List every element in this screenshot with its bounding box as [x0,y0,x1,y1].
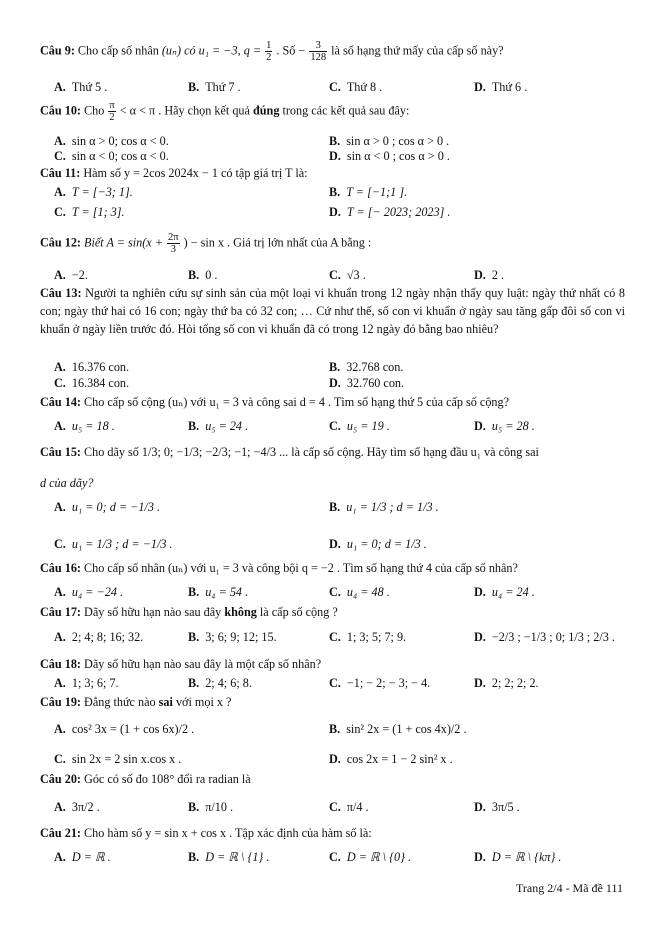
option-b: T = [−1;1 ]. [346,185,408,199]
sequence-symbol: (uₙ) [161,43,182,58]
question-text: Hàm số y = 2cos 2024x − 1 có tập giá trị T là: [83,166,308,180]
question-label: Câu 11: [40,166,81,180]
option-c: u₁ = 1/3 ; d = −1/3 . [71,537,173,551]
question-text: Góc có số đo 108° đổi ra radian là [84,772,251,786]
option-a: Thứ 5 . [71,80,108,94]
question-text: Cho cấp số nhân [77,43,159,58]
option-d: 2; 2; 2; 2. [491,676,539,690]
option-c: sin α < 0; cos α < 0. [71,149,169,163]
option-d: u₁ = 0; d = 1/3 . [346,537,427,551]
option-b: u₁ = 1/3 ; d = 1/3 . [346,500,439,514]
option-a: u₅ = 18 . [71,419,115,433]
option-c: u₄ = 48 . [346,585,390,599]
option-d: 3π/5 . [491,800,520,814]
option-a: cos² 3x = (1 + cos 6x)/2 . [71,722,195,736]
question-label: Câu 10: [40,103,81,118]
question-10 [40,100,625,123]
question-text: Người ta nghiên cứu sự sinh sản của một loại vi khuẩn trong 12 ngày nhận thấy quy luật: ngày thứ nhất có 8 con; ngày thứ hai có 16 con; ngày thứ ba có 32 con; … Cứ như thế, số con vi khuẩn ở ngày sau tăng gấp đôi số con vi khuẩn ở ngày liền trước đó. Hỏi tổng số con vi khuẩn đã có trong 12 ngày đó bằng bao nhiêu? [40,286,625,337]
question-label: Câu 21: [40,826,81,840]
question-21 [40,825,625,842]
option-a: u₁ = 0; d = −1/3 . [71,500,161,514]
option-d: cos 2x = 1 − 2 sin² x . [346,752,453,766]
option-c: 1; 3; 5; 7; 9. [346,630,407,644]
fraction: $\frac{2\pi}{3}$ [168,232,179,255]
question-19 [40,694,625,711]
question-18 [40,656,625,673]
question-17 [40,604,625,621]
option-a: u₄ = −24 . [71,585,124,599]
option-d: u₄ = 24 . [491,585,535,599]
question-16 [40,560,625,577]
option-a: sin α > 0; cos α < 0. [71,134,169,148]
question-12 [40,232,625,255]
option-c: u₅ = 19 . [346,419,390,433]
question-label: Câu 17: [40,605,81,619]
option-c: π/4 . [346,800,369,814]
page-footer: Trang 2/4 - Mã đề 111 [516,881,623,895]
question-text: là cấp số cộng. Hãy tìm số hạng đầu u₁ và công sai [291,445,539,459]
option-b: 3; 6; 9; 12; 15. [205,630,277,644]
question-text: Cho cấp số cộng (uₙ) với u₁ = 3 và công sai d = 4 . Tìm số hạng thứ 5 của cấp số cộng? [84,395,510,409]
option-d: 32.760 con. [346,376,405,390]
question-text: Dãy số hữu hạn nào sau đây là một cấp số nhân? [84,657,322,671]
question-text: có u₁ = −3, q = [184,43,262,58]
option-d: −2/3 ; −1/3 ; 0; 1/3 ; 2/3 . [491,630,615,644]
question-label: Câu 16: [40,561,81,575]
question-text: là cấp số cộng ? [259,605,338,619]
option-a: 16.376 con. [71,360,130,374]
emphasis: đúng [253,103,280,118]
option-d: u₅ = 28 . [491,419,535,433]
option-a: 2; 4; 8; 16; 32. [71,630,144,644]
option-a: −2. [71,268,88,282]
emphasis: không [224,605,257,619]
option-b: D = ℝ \ {1} . [205,850,270,864]
question-15 [40,444,625,492]
option-a: D = ℝ . [71,850,111,864]
emphasis: sai [158,695,173,709]
question-text: Đẳng thức nào [84,695,156,709]
option-b: u₅ = 24 . [205,419,249,433]
question-text: d của dãy? [40,476,94,490]
question-text: . Số − [276,43,306,58]
question-text: Cho dãy số [84,445,139,459]
question-text: Biết A = sin(x + [84,235,163,250]
option-c: T = [1; 3]. [71,205,125,219]
question-text: với mọi x ? [175,695,232,709]
option-b: 2; 4; 6; 8. [205,676,252,690]
option-d: sin α < 0 ; cos α > 0 . [346,149,450,163]
question-11 [40,165,625,182]
question-label: Câu 15: [40,445,81,459]
option-b: 0 . [205,268,218,282]
question-9 [40,40,625,63]
question-13 [40,284,625,339]
option-c: Thứ 8 . [346,80,383,94]
question-text: Cho cấp số nhân (uₙ) với u₁ = 3 và công bội q = −2 . Tìm số hạng thứ 4 của cấp số nhân? [84,561,518,575]
fraction: $\frac{1}{2}$ [266,40,272,63]
option-b: Thứ 7 . [205,80,241,94]
question-text: là số hạng thứ mấy của cấp số này? [331,43,504,58]
question-label: Câu 19: [40,695,81,709]
option-d: Thứ 6 . [491,80,528,94]
fraction: $\frac{3}{128}$ [310,40,327,63]
question-label: Câu 12: [40,235,81,250]
option-a: 3π/2 . [71,800,100,814]
question-label: Câu 13: [40,286,82,300]
question-label: Câu 14: [40,395,81,409]
question-text: trong các kết quả sau đây: [282,103,410,118]
option-c: 16.384 con. [71,376,130,390]
sequence-values: 1/3; 0; −1/3; −2/3; −1; −4/3 ... [141,445,289,459]
question-label: Câu 20: [40,772,81,786]
question-text: Cho hàm số y = sin x + cos x . Tập xác định của hàm số là: [84,826,372,840]
exam-page: Câu 9: Cho cấp số nhân (uₙ) có u₁ = −3, q = $\frac{1}{2}$ . Số − $\frac{3}{128}$ là số hạng thứ mấy của cấp số này? A. Thứ 5 . B. Thứ 7 . C. Thứ 8 . D. Thứ 6 . Câu 10: Cho $\frac{\pi}{2}$ < α < π . Hãy chọn kết quả đúng trong các kết quả sau đây: A. sin α > 0; cos α < 0. B. sin α > 0 ; cos α > 0 . C. sin α < 0; cos α < 0. D. sin α < 0 ; cos α > 0 . Câu 11: Hàm số y = 2cos 2024x − 1 có tập giá trị T là: A. T = [−3; 1]. B. T = [−1;1 ]. C. T = [1; 3]. D. T = [− 2023; 2023] . Câu 12: Biết A = sin(x + $\frac{2\pi}{3}$ ) − sin x . Giá trị lớn nhất của A bằng : A. −2. B. 0 . C. √3 . D. 2 . Câu 13: Người ta nghiên cứu sự sinh sản của một loại vi khuẩn trong 12 ngày nhận thấy quy luật: ngày thứ nhất có 8 con; ngày thứ hai có 16 con; ngày thứ ba có 32 con; … Cứ như thế, số con vi khuẩn ở ngày sau tăng gấp đôi số con vi khuẩn ở ngày liền trước đó. Hỏi tổng số con vi khuẩn đã có trong 12 ngày đó bằng bao nhiêu? A. 16.376 con. B. 32.768 con. C. 16.384 con. D. 32.760 con. Câu 14: Cho cấp số cộng (uₙ) với u₁ = 3 và công sai d = 4 . Tìm số hạng thứ 5 của cấp số cộng? A. u₅ = 18 . B. u₅ = 24 . C. u₅ = 19 . D. u₅ = 28 . Câu 15: Cho dãy số 1/3; 0; −1/3; −2/3; −1; −4/3 ... là cấp số cộng. Hãy tìm số hạng đầu u₁ và công sai d của dãy? A. u₁ = 0; d = −1/3 . B. u₁ = 1/3 ; d = 1/3 . C. u₁ = 1/3 ; d = −1/3 . D. u₁ = 0; d = 1/3 . Câu 16: Cho cấp số nhân (uₙ) với u₁ = 3 và công bội q = −2 . Tìm số hạng thứ 4 của cấp số nhân? A. u₄ = −24 . B. u₄ = 54 . C. u₄ = 48 . D. u₄ = 24 . Câu 17: Dãy số hữu hạn nào sau đây không là cấp số cộng ? A. 2; 4; 8; 16; 32. B. 3; 6; 9; 12; 15. C. 1; 3; 5; 7; 9. D. −2/3 ; −1/3 ; 0; 1/3 ; 2/3 . Câu 18: Dãy số hữu hạn nào sau đây là một cấp số nhân? A. 1; 3; 6; 7. B. 2; 4; 6; 8. C. −1; − 2; − 3; − 4. D. 2; 2; 2; 2. Câu 19: Đẳng thức nào sai với mọi x ? A. cos² 3x = (1 + cos 6x)/2 . B. sin² 2x = (1 + cos 4x)/2 . C. sin 2x = 2 sin x.cos x . D. cos 2x = 1 − 2 sin² x . Câu 20: Góc có số đo 108° đổi ra radian là A. 3π/2 . B. π/10 . C. π/4 . D. 3π/5 . Câu 21: Cho hàm số y = sin x + cos x . Tập xác định của hàm số là: A. D = ℝ . B. D = ℝ \ {1} . C. D = ℝ \ {0} . D. D = ℝ \ {kπ} . Trang 2/4 - Mã đề 111 [40,40,625,895]
option-a: T = [−3; 1]. [71,185,133,199]
fraction: $\frac{\pi}{2}$ [109,100,115,123]
option-a: 1; 3; 6; 7. [71,676,119,690]
question-text: < α < π . Hãy chọn kết quả [119,103,250,118]
option-b: sin² 2x = (1 + cos 4x)/2 . [346,722,467,736]
option-c: −1; − 2; − 3; − 4. [346,676,431,690]
option-c: sin 2x = 2 sin x.cos x . [71,752,182,766]
question-label: Câu 18: [40,657,81,671]
option-b: 32.768 con. [346,360,404,374]
option-d: T = [− 2023; 2023] . [346,205,451,219]
option-c: D = ℝ \ {0} . [346,850,412,864]
question-text: Cho [84,103,105,118]
question-label: Câu 9: [40,43,75,58]
option-d: 2 . [491,268,505,282]
option-b: sin α > 0 ; cos α > 0 . [346,134,450,148]
question-text: Dãy số hữu hạn nào sau đây [84,605,222,619]
question-text: ) − sin x . Giá trị lớn nhất của A bằng : [183,235,372,250]
question-14 [40,394,625,411]
option-d: D = ℝ \ {kπ} . [491,850,562,864]
option-c: √3 . [346,268,366,282]
question-20 [40,771,625,788]
option-b: π/10 . [205,800,234,814]
option-b: u₄ = 54 . [205,585,249,599]
